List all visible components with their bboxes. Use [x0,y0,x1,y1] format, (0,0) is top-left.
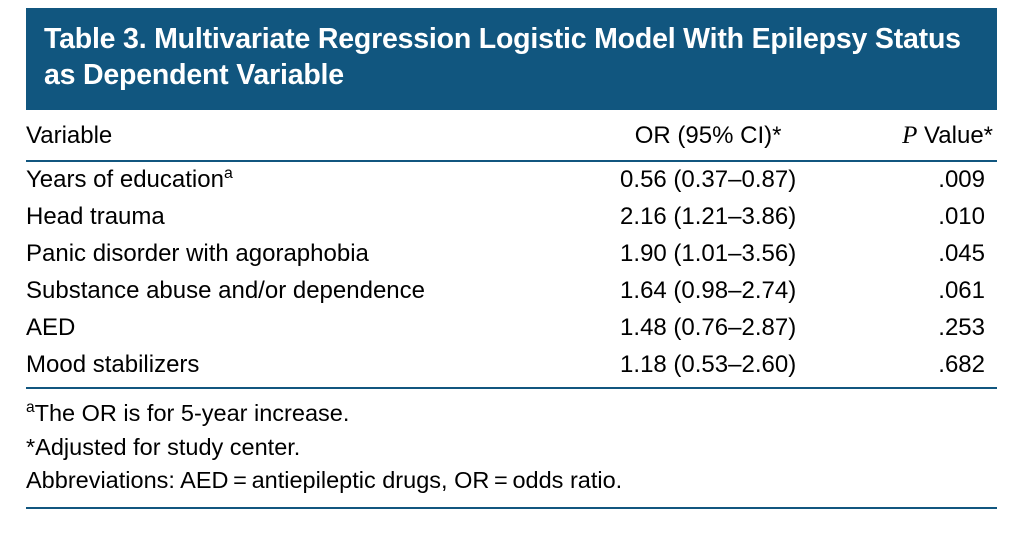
results-table [26,110,997,388]
p-rest: Value* [917,121,993,149]
cell-p-value: .045 [938,240,985,268]
variable-label: AED [26,314,76,342]
table-row [26,236,997,273]
footnote-item [26,464,997,497]
variable-label: Substance abuse and/or dependence [26,277,425,305]
cell-p-value: .009 [938,166,985,194]
column-header-variable: Variable [26,110,575,161]
cell-p-value: .253 [938,314,985,342]
variable-label: Panic disorder with agoraphobia [26,240,369,268]
table-title: Table 3. Multivariate Regression Logistic Model With Epilepsy Status as Dependent Variable [26,8,997,110]
variable-label: Years of education [26,166,224,194]
table-container [0,8,1023,548]
column-header-or-ci: OR (95% CI)* [575,110,842,161]
cell-variable [26,273,575,310]
table-header-row [26,110,997,161]
p-italic: P [902,121,918,149]
cell-or-ci: 1.90 (1.01–3.56) [620,240,797,268]
cell-or-ci: 1.18 (0.53–2.60) [620,351,797,379]
table-bottom-rule [26,507,997,509]
cell-or-ci: 1.48 (0.76–2.87) [620,314,797,342]
variable-label: Mood stabilizers [26,351,200,379]
footnote-text: Abbreviations: AED = antiepileptic drugs, OR = odds ratio. [26,466,623,493]
footnote-marker-asterisk: * [26,433,36,460]
table-row [26,161,997,199]
cell-p-value: .010 [938,203,985,231]
footnote-marker: a [223,165,233,183]
footnote-item [26,397,997,430]
cell-or-ci: 0.56 (0.37–0.87) [620,166,797,194]
cell-variable [26,161,575,199]
cell-or-ci: 2.16 (1.21–3.86) [620,203,797,231]
cell-variable [26,199,575,236]
cell-p-value: .061 [938,277,985,305]
footnote-item [26,431,997,464]
column-header-p-value [842,110,997,161]
footnote-text: The OR is for 5-year increase. [34,400,350,427]
table-footnotes [26,389,997,497]
table-row [26,347,997,388]
table-body [26,161,997,388]
cell-variable [26,310,575,347]
cell-p-value: .682 [938,351,985,379]
cell-or-ci: 1.64 (0.98–2.74) [620,277,797,305]
variable-label: Head trauma [26,203,165,231]
table-row [26,310,997,347]
table-header [26,110,997,161]
cell-variable [26,236,575,273]
footnote-text: Adjusted for study center. [35,433,301,460]
footnote-marker-a: a [26,399,35,417]
table-row [26,199,997,236]
cell-variable [26,347,575,388]
table-row [26,273,997,310]
